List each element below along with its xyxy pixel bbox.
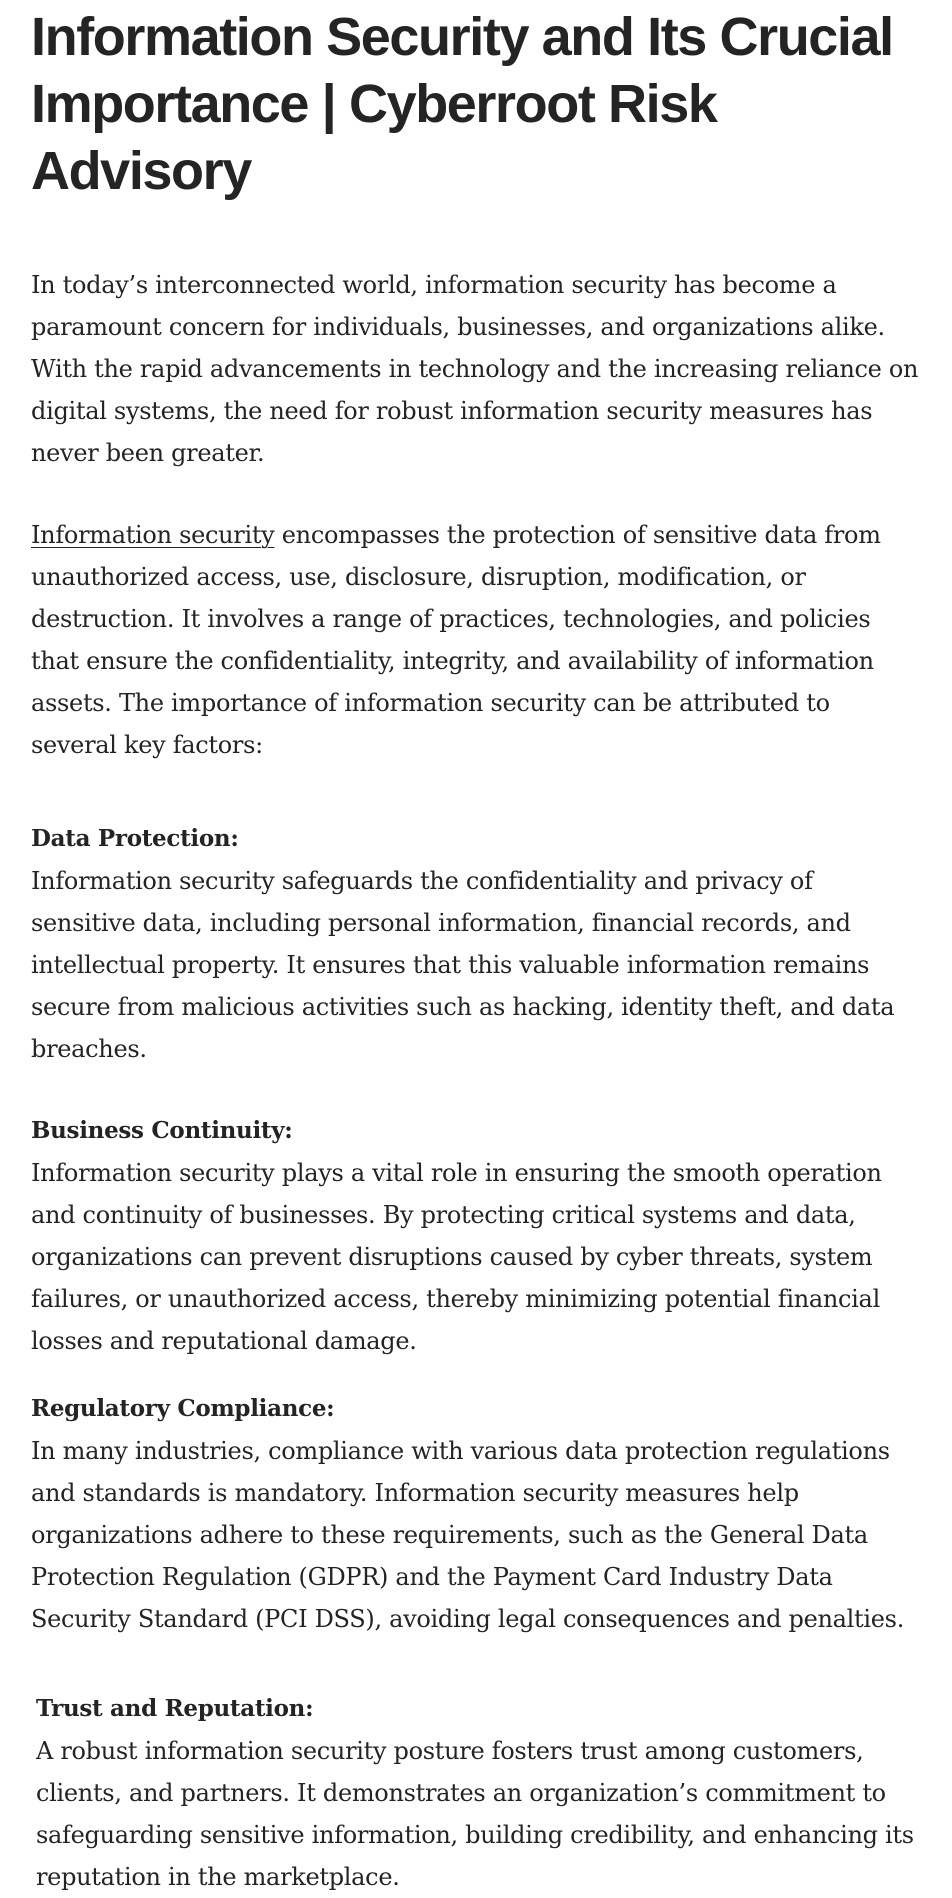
definition-paragraph — [31, 514, 921, 766]
section-body: A robust information security posture fosters trust among customers, clients, and partners. It demonstrates an organization’s commitment to safeguarding sensitive information, building credibility, and enhancing its reputation in the marketplace. — [36, 1737, 914, 1891]
section-business-continuity — [31, 1110, 921, 1362]
information-security-link[interactable]: Information security — [31, 521, 275, 549]
section-heading: Data Protection: — [31, 825, 239, 852]
section-body: Information security plays a vital role in ensuring the smooth operation and continuity of businesses. By protecting critical systems and data, organizations can prevent disruptions caused by cyber threats, system failures, or unauthorized access, thereby minimizing potential financial losses and reputational damage. — [31, 1159, 882, 1355]
definition-text: encompasses the protection of sensitive data from unauthorized access, use, disclosure, disruption, modification, or destruction. It involves a range of practices, technologies, and policies that ensure the confidentiality, integrity, and availability of information assets. The importance of information security can be attributed to several key factors: — [31, 521, 881, 759]
section-body: In many industries, compliance with various data protection regulations and standards is mandatory. Information security measures help organizations adhere to these requirements, such as the General Data Protection Regulation (GDPR) and the Payment Card Industry Data Security Standard (PCI DSS), avoiding legal consequences and penalties. — [31, 1437, 905, 1633]
intro-paragraph: In today’s interconnected world, information security has become a paramount concern for individuals, businesses, and organizations alike. With the rapid advancements in technology and the increasing reliance on digital systems, the need for robust information security measures has never been greater. — [31, 271, 919, 467]
section-heading: Trust and Reputation: — [36, 1695, 314, 1722]
section-trust-and-reputation — [31, 1688, 921, 1898]
section-data-protection — [31, 818, 921, 1070]
section-body: Information security safeguards the confidentiality and privacy of sensitive data, including personal information, financial records, and intellectual property. It ensures that this valuable information remains secure from malicious activities such as hacking, identity theft, and data breaches. — [31, 867, 895, 1063]
page-title: Information Security and Its Crucial Importance | Cyberroot Risk Advisory — [31, 7, 893, 201]
section-heading: Regulatory Compliance: — [31, 1395, 335, 1422]
section-heading: Business Continuity: — [31, 1117, 293, 1144]
section-regulatory-compliance — [31, 1388, 921, 1640]
